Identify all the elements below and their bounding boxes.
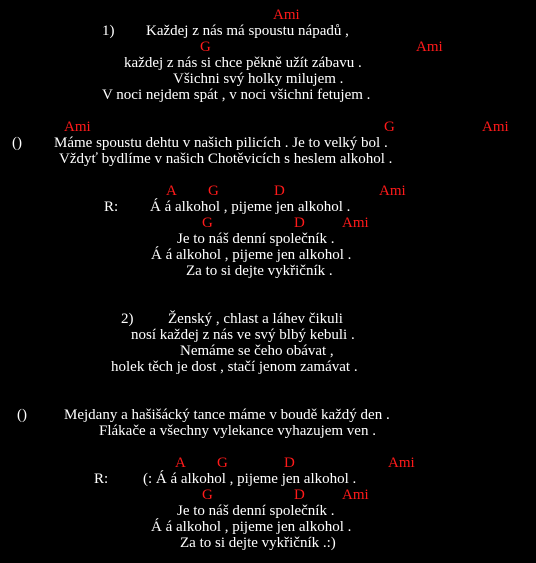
section-marker: R:: [104, 199, 119, 215]
lyric-line: Á á alkohol , pijeme jen alkohol .: [151, 519, 352, 535]
chord: Ami: [482, 119, 509, 135]
chord: D: [294, 215, 305, 231]
lyric-line: Á á alkohol , pijeme jen alkohol .: [151, 247, 352, 263]
chord: Ami: [379, 183, 406, 199]
section-marker: (): [17, 407, 27, 423]
lyric-line: Máme spoustu dehtu v našich pilicích . Je to velký bol .: [54, 135, 388, 151]
section-marker: (): [12, 135, 22, 151]
lyric-line: (: Á á alkohol , pijeme jen alkohol .: [143, 471, 357, 487]
lyric-line: Je to náš denní společník .: [177, 231, 335, 247]
lyric-line: Za to si dejte vykřičník .:): [180, 535, 336, 551]
chord: Ami: [273, 7, 300, 23]
chord: Ami: [342, 487, 369, 503]
lyric-line: Flákače a všechny vylekance vyhazujem ven .: [99, 423, 376, 439]
chord: G: [208, 183, 219, 199]
chord: A: [166, 183, 177, 199]
chord: Ami: [388, 455, 415, 471]
lyric-line: Všichni svý holky milujem .: [173, 71, 344, 87]
chord: D: [294, 487, 305, 503]
lyric-line: Mejdany a hašišácký tance máme v boudě každý den .: [64, 407, 390, 423]
chord: G: [217, 455, 228, 471]
lyric-line: Ženský , chlast a láhev čikuli: [168, 311, 343, 327]
chord: Ami: [416, 39, 443, 55]
verse-number: 1): [102, 23, 115, 39]
lyric-line: Nemáme se čeho obávat ,: [180, 343, 334, 359]
verse-number: 2): [121, 311, 134, 327]
chord: D: [274, 183, 285, 199]
chord: G: [202, 215, 213, 231]
lyric-line: Vždyť bydlíme v našich Chotěvicích s heslem alkohol .: [59, 151, 393, 167]
chord: Ami: [64, 119, 91, 135]
chord: D: [284, 455, 295, 471]
lyric-line: každej z nás si chce pěkně užít zábavu .: [124, 55, 362, 71]
lyric-line: Á á alkohol , pijeme jen alkohol .: [150, 199, 351, 215]
chord: Ami: [342, 215, 369, 231]
lyric-line: V noci nejdem spát , v noci všichni fetujem .: [102, 87, 371, 103]
chord: G: [384, 119, 395, 135]
chord: G: [202, 487, 213, 503]
chord: A: [175, 455, 186, 471]
lyric-line: holek těch je dost , stačí jenom zamávat .: [111, 359, 358, 375]
lyric-line: Každej z nás má spoustu nápadů ,: [146, 23, 349, 39]
lyric-line: nosí každej z nás ve svý blbý kebuli .: [131, 327, 355, 343]
lyric-line: Za to si dejte vykřičník .: [186, 263, 333, 279]
section-marker: R:: [94, 471, 109, 487]
lyric-line: Je to náš denní společník .: [177, 503, 335, 519]
chord: G: [200, 39, 211, 55]
